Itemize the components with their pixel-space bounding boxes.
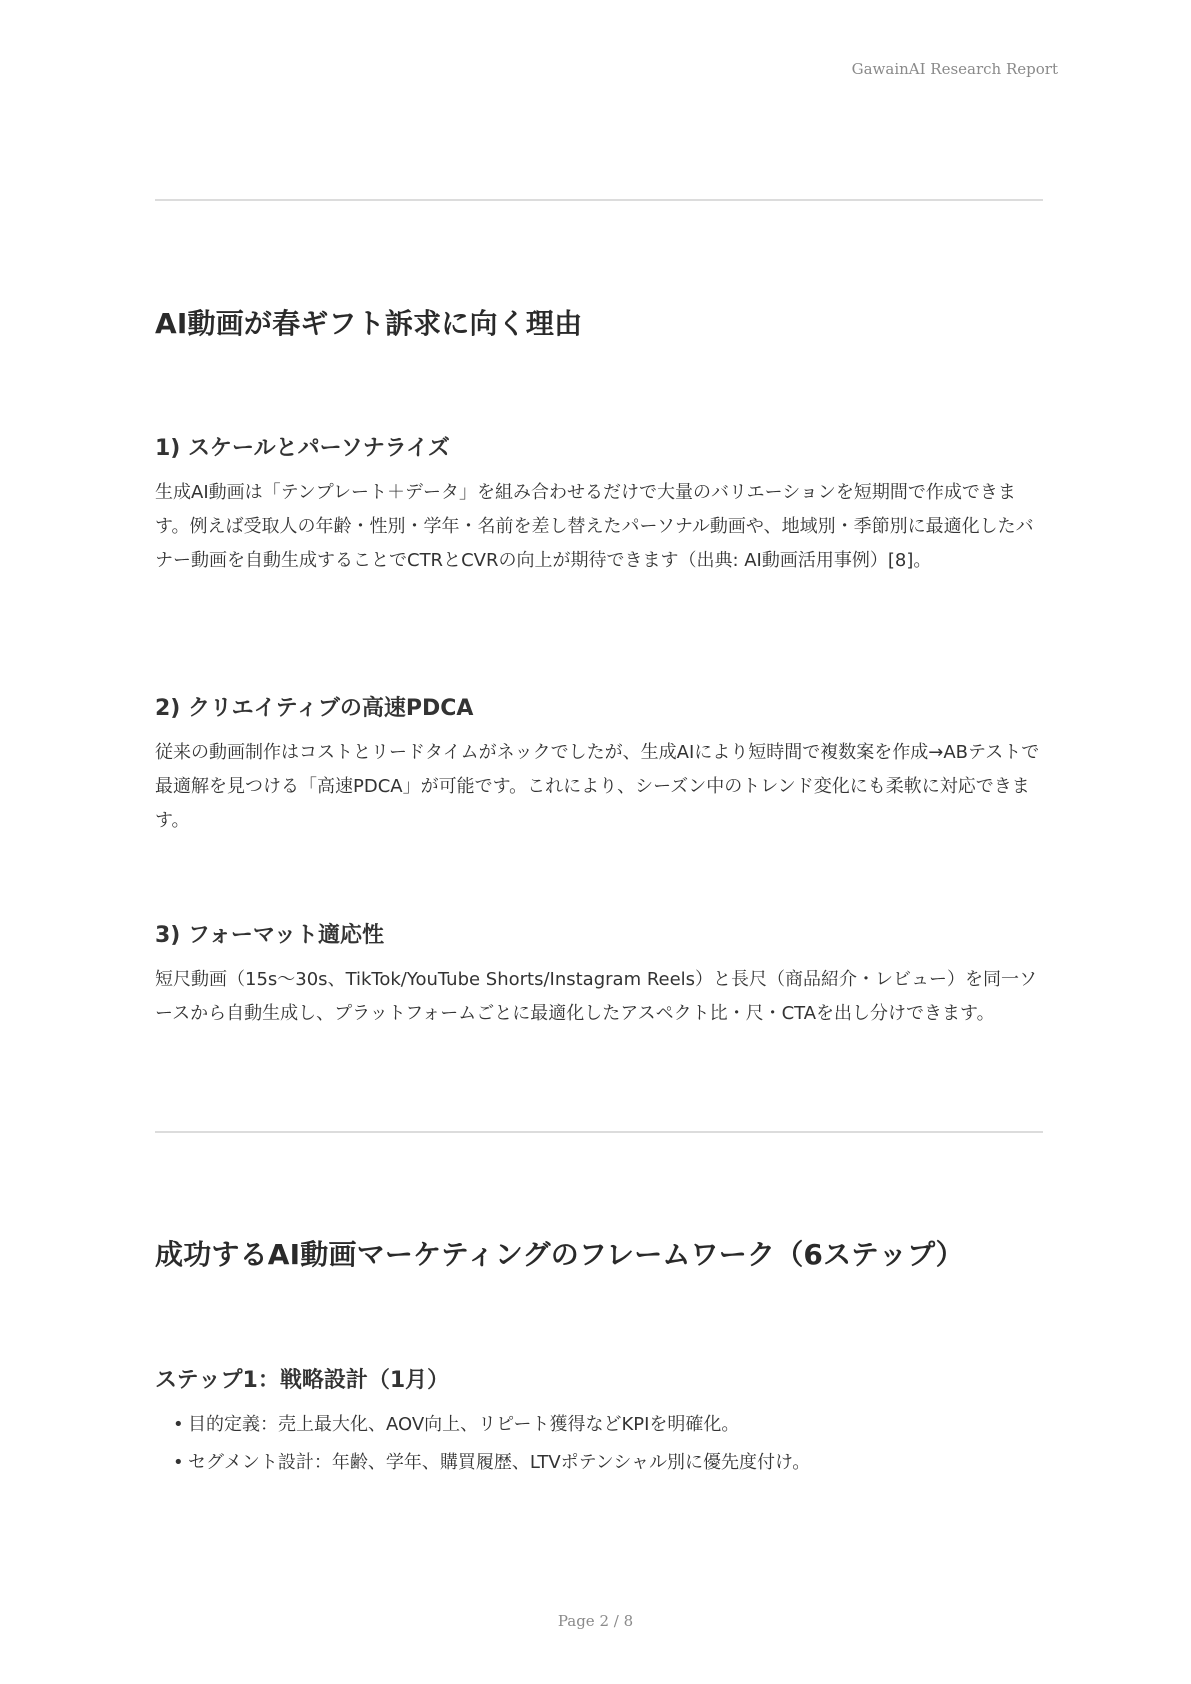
bullet-icon: • bbox=[173, 1414, 184, 1435]
paragraph-format: 短尺動画（15s〜30s、TikTok/YouTube Shorts/Instagram Reels）と長尺（商品紹介・レビュー）を同一ソースから自動生成し、プラットフォームごとに最適化したアスペクト比・尺・CTAを出し分けできます。 bbox=[155, 969, 1038, 1024]
subsection-heading-pdca: 2) クリエイティブの高速PDCA bbox=[155, 696, 474, 721]
list-item bbox=[173, 1406, 1043, 1444]
bullet-icon: • bbox=[173, 1452, 184, 1473]
subsection-heading-format: 3) フォーマット適応性 bbox=[155, 923, 385, 948]
running-header: GawainAI Research Report bbox=[851, 60, 1058, 78]
section-title-reasons: AI動画が春ギフト訴求に向く理由 bbox=[155, 307, 583, 340]
list-item-text: 目的定義：売上最大化、AOV向上、リピート獲得などKPIを明確化。 bbox=[188, 1414, 740, 1435]
list-item bbox=[173, 1444, 1043, 1482]
top-divider bbox=[155, 199, 1043, 201]
list-item-text: セグメント設計：年齢、学年、購買履歴、LTVポテンシャル別に優先度付け。 bbox=[188, 1452, 811, 1473]
paragraph-scale: 生成AI動画は「テンプレート＋データ」を組み合わせるだけで大量のバリエーションを短期間で作成できます。例えば受取人の年齢・性別・学年・名前を差し替えたパーソナル動画や、地域別・季節別に最適化したバナー動画を自動生成することでCTRとCVRの向上が期待できます（出典: AI動画活用事例）[8]。 bbox=[155, 482, 1034, 571]
paragraph-pdca: 従来の動画制作はコストとリードタイムがネックでしたが、生成AIにより短時間で複数案を作成→ABテストで最適解を見つける「高速PDCA」が可能です。これにより、シーズン中のトレンド変化にも柔軟に対応できます。 bbox=[155, 742, 1040, 831]
section-divider bbox=[155, 1131, 1043, 1133]
step1-heading: ステップ1：戦略設計（1月） bbox=[155, 1368, 450, 1393]
section-title-framework: 成功するAI動画マーケティングのフレームワーク（6ステップ） bbox=[155, 1238, 964, 1271]
subsection-heading-scale: 1) スケールとパーソナライズ bbox=[155, 436, 450, 461]
step1-bullet-list bbox=[173, 1406, 1043, 1482]
page-number: Page 2 / 8 bbox=[557, 1612, 634, 1630]
